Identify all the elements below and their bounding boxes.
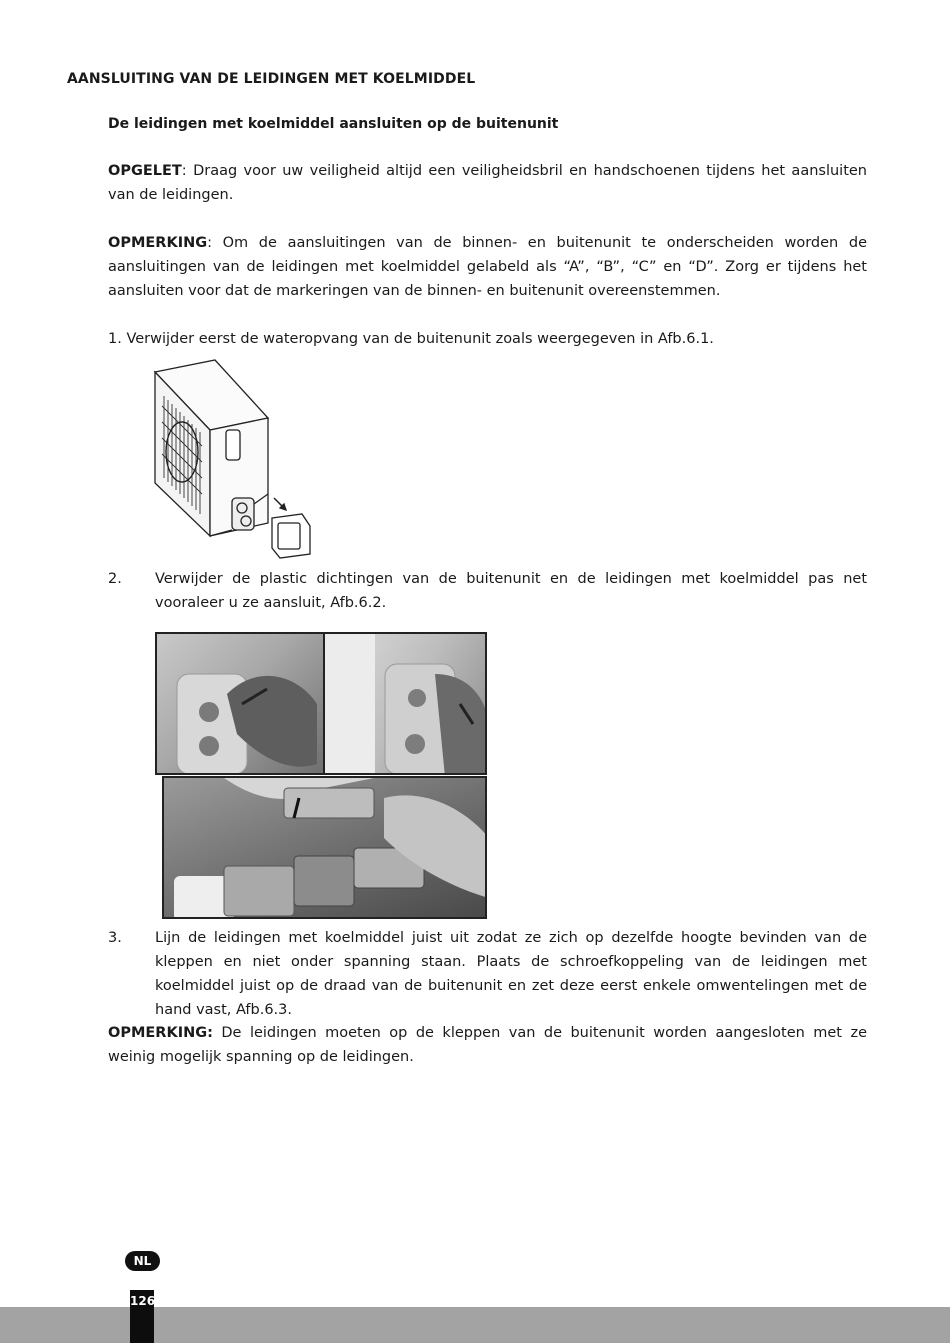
- page-number: 126: [130, 1290, 154, 1343]
- remark-2-paragraph: [108, 1021, 867, 1069]
- outdoor-unit-drawing: [150, 358, 320, 563]
- pipe-coupling-illustration: [164, 778, 487, 919]
- remark-2-text: De leidingen moeten op de kleppen van de buitenunit worden aangesloten met ze weinig mogelijk spanning op de leidingen.: [108, 1025, 867, 1065]
- section-title: AANSLUITING VAN DE LEIDINGEN MET KOELMIDDEL: [67, 71, 476, 87]
- step-3-number: 3.: [108, 930, 122, 946]
- caution-label: OPGELET: [108, 163, 182, 179]
- step-2-text: Verwijder de plastic dichtingen van de buitenunit en de leidingen met koelmiddel pas net vooraleer u ze aansluit, Afb.6.2.: [155, 571, 867, 611]
- remark-paragraph: [108, 231, 867, 303]
- valve-photo-left: [155, 632, 325, 775]
- valve-left-illustration: [157, 634, 325, 775]
- caution-paragraph: [108, 159, 867, 207]
- remark-2-label: OPMERKING:: [108, 1025, 213, 1041]
- valve-photo-right: [323, 632, 487, 775]
- sub-title: De leidingen met koelmiddel aansluiten op de buitenunit: [108, 116, 559, 132]
- remark-label: OPMERKING: [108, 235, 208, 251]
- language-badge: NL: [125, 1251, 160, 1271]
- step-3-text: Lijn de leidingen met koelmiddel juist uit zodat ze zich op dezelfde hoogte bevinden van de kleppen en niet onder spanning staan. Plaats de schroefkoppeling van de leidingen met koelmiddel juist op de draad van de buitenunit en zet deze eerst enkele omwentelingen met de hand vast, Afb.6.3.: [155, 930, 867, 1018]
- remark-text: : Om de aansluitingen van de binnen- en buitenunit te onderscheiden worden de aansluitingen van de leidingen met koelmiddel gelabeld als “A”, “B”, “C” en “D”. Zorg er tijdens het aansluiten voor dat de markeringen van de binnen- en buitenunit overeenstemmen.: [108, 235, 867, 299]
- step-2-number: 2.: [108, 571, 122, 587]
- valve-right-illustration: [325, 634, 487, 775]
- caution-text: : Draag voor uw veiligheid altijd een veiligheidsbril en handschoenen tijdens het aansluiten van de leidingen.: [108, 163, 867, 203]
- pipe-coupling-photo: [162, 776, 487, 919]
- step-1: 1. Verwijder eerst de wateropvang van de buitenunit zoals weergegeven in Afb.6.1.: [108, 331, 714, 347]
